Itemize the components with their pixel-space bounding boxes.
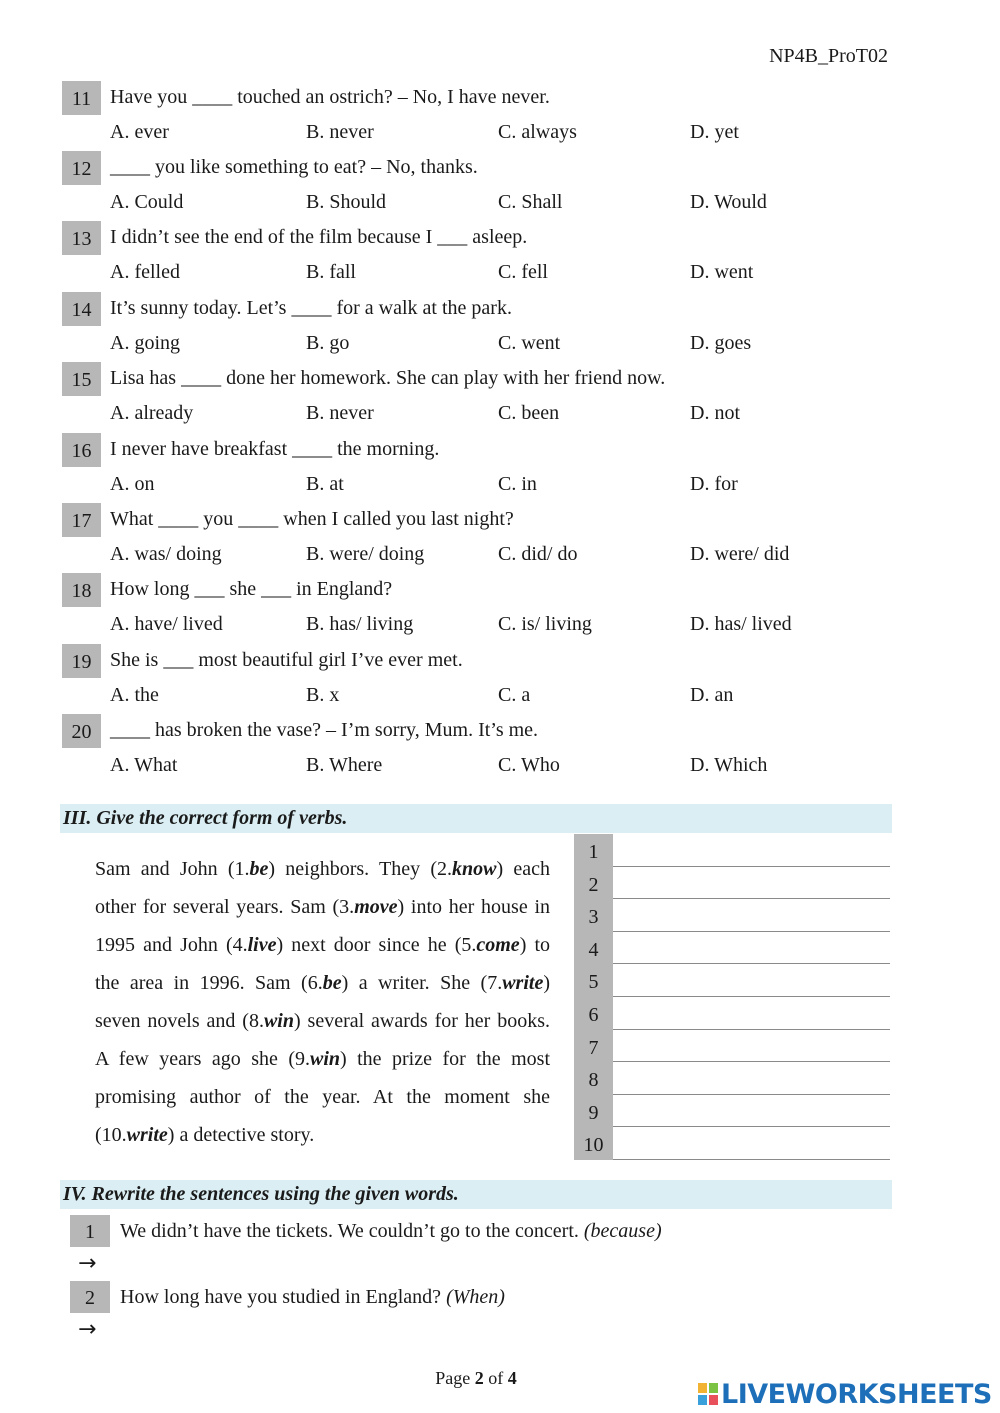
arrow-right-icon[interactable]: → [78, 1251, 97, 1276]
question-text: I didn’t see the end of the film because I ___ asleep. [110, 226, 528, 248]
answer-number: 1 [574, 834, 613, 867]
answer-number: 10 [574, 1127, 613, 1160]
answer-row [574, 1095, 890, 1128]
answer-row [574, 867, 890, 900]
question-number: 19 [62, 644, 101, 678]
option-c[interactable]: C. been [498, 402, 560, 424]
answer-number: 9 [574, 1095, 613, 1128]
option-d[interactable]: D. Which [690, 754, 768, 776]
verb-prompt: live [247, 934, 277, 956]
liveworksheets-logo-icon [697, 1380, 719, 1408]
rewrite-text: We didn’t have the tickets. We couldn’t go to the concert. [120, 1220, 579, 1242]
answer-row [574, 932, 890, 965]
rewrite-hint: (When) [446, 1286, 505, 1308]
arrow-right-icon[interactable]: → [78, 1317, 97, 1342]
passage-text: ) several awards for her books. A few years ago she (9. [95, 1010, 550, 1070]
question-number: 13 [62, 221, 101, 255]
liveworksheets-logo[interactable] [697, 1377, 992, 1411]
answer-row [574, 834, 890, 867]
option-a[interactable]: A. the [110, 684, 159, 706]
passage-text: ) each other for several years. Sam (3. [95, 858, 550, 918]
verb-passage [95, 850, 550, 1154]
answer-number: 8 [574, 1062, 613, 1095]
answer-number: 2 [574, 867, 613, 900]
option-a[interactable]: A. was/ doing [110, 543, 222, 565]
answer-blank[interactable] [613, 899, 890, 932]
option-c[interactable]: C. fell [498, 261, 548, 283]
answer-blank[interactable] [613, 932, 890, 965]
option-b[interactable]: B. at [306, 473, 344, 495]
answer-number: 5 [574, 964, 613, 997]
question-16 [62, 433, 892, 503]
passage-text: ) neighbors. They (2. [268, 858, 453, 880]
answer-blank[interactable] [613, 997, 890, 1030]
page-of: of [488, 1368, 504, 1388]
option-d[interactable]: D. has/ lived [690, 613, 792, 635]
question-number: 17 [62, 503, 101, 537]
passage-text: ) a writer. She (7. [341, 972, 503, 994]
question-number: 12 [62, 151, 101, 185]
option-d[interactable]: D. Would [690, 191, 767, 213]
answer-blank[interactable] [613, 1127, 890, 1160]
option-a[interactable]: A. felled [110, 261, 180, 283]
option-c[interactable]: C. Shall [498, 191, 563, 213]
answer-blank[interactable] [613, 1095, 890, 1128]
passage-text: ) a detective story. [167, 1124, 315, 1146]
option-d[interactable]: D. goes [690, 332, 752, 354]
brand-name: LIVEWORKSHEETS [721, 1378, 992, 1410]
option-a[interactable]: A. already [110, 402, 194, 424]
option-a[interactable]: A. on [110, 473, 155, 495]
question-text: ____ has broken the vase? – I’m sorry, Mum. It’s me. [110, 719, 539, 741]
question-number: 20 [62, 714, 101, 748]
option-c[interactable]: C. did/ do [498, 543, 578, 565]
option-b[interactable]: B. never [306, 402, 374, 424]
answer-number: 7 [574, 1030, 613, 1063]
answer-row [574, 1030, 890, 1063]
verb-prompt: write [126, 1124, 168, 1146]
option-b[interactable]: B. never [306, 121, 374, 143]
question-19 [62, 644, 892, 714]
question-12 [62, 151, 892, 221]
section-4-heading: IV. Rewrite the sentences using the given words. [60, 1180, 892, 1209]
passage-text: ) next door since he (5. [276, 934, 477, 956]
option-c[interactable]: C. Who [498, 754, 560, 776]
option-c[interactable]: C. went [498, 332, 561, 354]
answer-number: 3 [574, 899, 613, 932]
question-text: Lisa has ____ done her homework. She can play with her friend now. [110, 367, 666, 389]
option-b[interactable]: B. has/ living [306, 613, 414, 635]
option-b[interactable]: B. Should [306, 191, 387, 213]
answer-number: 6 [574, 997, 613, 1030]
question-14 [62, 292, 892, 362]
option-a[interactable]: A. ever [110, 121, 169, 143]
question-text: Have you ____ touched an ostrich? – No, I have never. [110, 86, 550, 108]
question-15 [62, 362, 892, 432]
passage-text: ) to the area in 1996. Sam (6. [95, 934, 551, 994]
option-d[interactable]: D. yet [690, 121, 739, 143]
option-a[interactable]: A. What [110, 754, 178, 776]
answer-blank[interactable] [613, 1062, 890, 1095]
rewrite-number: 1 [70, 1215, 110, 1247]
answer-row [574, 964, 890, 997]
question-text: It’s sunny today. Let’s ____ for a walk at the park. [110, 297, 512, 319]
rewrite-number: 2 [70, 1281, 110, 1313]
question-18 [62, 573, 892, 643]
verb-prompt: win [263, 1010, 294, 1032]
page-label: Page [435, 1368, 471, 1388]
option-d[interactable]: D. were/ did [690, 543, 790, 565]
answer-row [574, 997, 890, 1030]
question-number: 15 [62, 362, 101, 396]
option-b[interactable]: B. Where [306, 754, 383, 776]
verb-prompt: move [354, 896, 398, 918]
verb-prompt: be [322, 972, 342, 994]
option-d[interactable]: D. not [690, 402, 740, 424]
option-b[interactable]: B. fall [306, 261, 356, 283]
option-c[interactable]: C. always [498, 121, 577, 143]
answer-blank[interactable] [613, 1030, 890, 1063]
question-number: 11 [62, 81, 101, 115]
question-number: 14 [62, 292, 101, 326]
answer-number: 4 [574, 932, 613, 965]
question-11 [62, 81, 892, 151]
passage-text: ) seven novels and (8. [95, 972, 550, 1032]
document-code: NP4B_ProT02 [769, 45, 888, 67]
rewrite-hint: (because) [583, 1220, 662, 1242]
verb-prompt: come [476, 934, 520, 956]
question-text: She is ___ most beautiful girl I’ve ever met. [110, 649, 463, 671]
question-text: I never have breakfast ____ the morning. [110, 438, 440, 460]
rewrite-item-1 [70, 1215, 890, 1281]
passage-text: Sam and John (1. [95, 858, 250, 880]
page-current: 2 [474, 1368, 484, 1388]
verb-prompt: win [309, 1048, 341, 1070]
option-c[interactable]: C. a [498, 684, 531, 706]
verb-prompt: write [502, 972, 544, 994]
passage-text: ) into her house in 1995 and John (4. [95, 896, 550, 956]
section-3-heading: III. Give the correct form of verbs. [60, 804, 892, 833]
answer-row [574, 899, 890, 932]
rewrite-text: How long have you studied in England? [120, 1286, 442, 1308]
page-total: 4 [507, 1368, 517, 1388]
verb-prompt: be [249, 858, 269, 880]
rewrite-item-2 [70, 1281, 890, 1347]
answer-blank[interactable] [613, 964, 890, 997]
question-13 [62, 221, 892, 291]
rewrite-sentence [120, 1286, 505, 1309]
option-c[interactable]: C. is/ living [498, 613, 592, 635]
question-number: 18 [62, 573, 101, 607]
answer-blank[interactable] [613, 834, 890, 867]
option-c[interactable]: C. in [498, 473, 537, 495]
answer-row [574, 1127, 890, 1160]
answer-row [574, 1062, 890, 1095]
option-a[interactable]: A. have/ lived [110, 613, 223, 635]
verb-prompt: know [452, 858, 497, 880]
rewrite-sentence [120, 1220, 662, 1243]
option-d[interactable]: D. went [690, 261, 754, 283]
option-d[interactable]: D. for [690, 473, 738, 495]
question-17 [62, 503, 892, 573]
option-a[interactable]: A. going [110, 332, 180, 354]
question-text: ____ you like something to eat? – No, thanks. [110, 156, 478, 178]
option-b[interactable]: B. go [306, 332, 350, 354]
answer-blank[interactable] [613, 867, 890, 900]
question-number: 16 [62, 433, 101, 467]
question-20 [62, 714, 892, 784]
question-text: What ____ you ____ when I called you last night? [110, 508, 514, 530]
option-b[interactable]: B. were/ doing [306, 543, 425, 565]
option-a[interactable]: A. Could [110, 191, 184, 213]
option-b[interactable]: B. x [306, 684, 340, 706]
answer-table [574, 834, 890, 1160]
option-d[interactable]: D. an [690, 684, 734, 706]
question-text: How long ___ she ___ in England? [110, 578, 393, 600]
passage-text: ) the prize for the most promising author of the year. At the moment she (10. [95, 1048, 550, 1146]
